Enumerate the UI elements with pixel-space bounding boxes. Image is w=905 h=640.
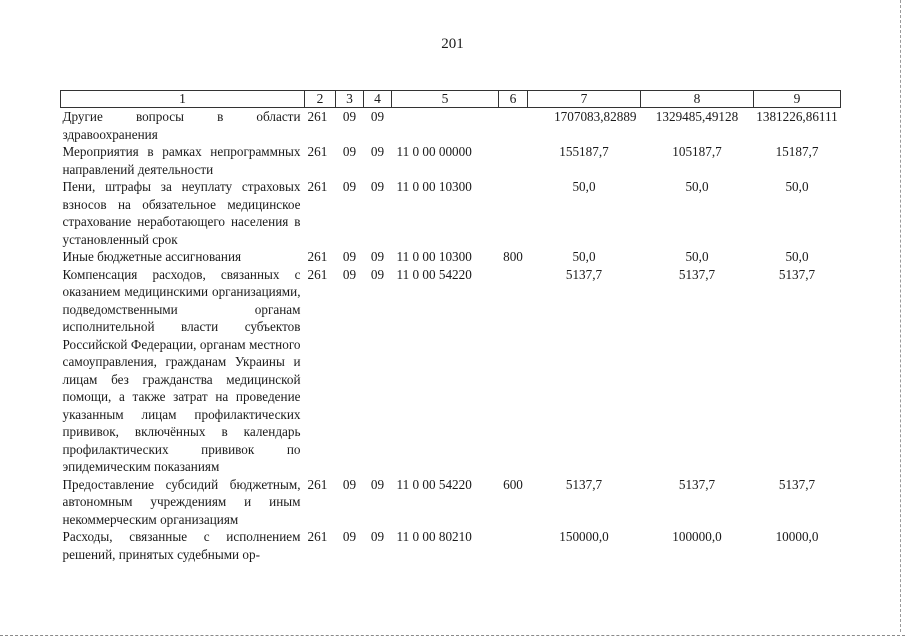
cell-csr: 11 0 00 54220 — [396, 266, 472, 282]
cell-year2: 50,0 — [685, 249, 709, 264]
row-name: Предоставление субсидий бюджетным, автономным учреждениям и иным некоммерческим организациям — [62, 476, 301, 527]
cell-year3: 10000,0 — [775, 529, 819, 544]
cell-ved: 261 — [307, 529, 328, 544]
header-cell: 6 — [499, 91, 528, 108]
cell-ved: 261 — [307, 266, 328, 282]
row-name: Другие вопросы в области здравоохранения — [62, 109, 301, 142]
cell-year2: 5137,7 — [678, 476, 716, 492]
cell-vr — [499, 266, 528, 476]
header-row — [61, 91, 841, 108]
header-cell: 9 — [754, 91, 841, 108]
row-name: Мероприятия в рамках непрограммных направлений деятельности — [62, 144, 301, 177]
cell-vr: 800 — [503, 249, 523, 264]
cell-pr: 09 — [370, 249, 385, 264]
cell-rz: 09 — [342, 266, 357, 282]
cell-year3: 50,0 — [785, 179, 809, 194]
cell-csr: 11 0 00 00000 — [396, 144, 472, 159]
cell-rz: 09 — [342, 179, 357, 194]
cell-year1: 5137,7 — [565, 476, 603, 492]
cell-year2: 100000,0 — [672, 529, 722, 544]
table-row — [61, 266, 841, 476]
cell-vr — [499, 108, 528, 144]
cell-year1: 50,0 — [572, 249, 596, 264]
header-cell: 4 — [364, 91, 392, 108]
table-row — [61, 178, 841, 248]
cell-pr: 09 — [370, 266, 385, 282]
table-row — [61, 476, 841, 529]
cell-year3: 15187,7 — [775, 144, 819, 159]
header-cell: 5 — [392, 91, 499, 108]
cell-year2: 5137,7 — [678, 266, 716, 282]
cell-year1: 150000,0 — [559, 529, 609, 544]
header-cell: 1 — [61, 91, 305, 108]
cell-pr: 09 — [370, 144, 385, 159]
cell-year3: 5137,7 — [778, 266, 816, 282]
header-cell: 7 — [528, 91, 641, 108]
cell-year3: 1381226,86111 — [756, 109, 838, 124]
table-row — [61, 248, 841, 266]
cell-rz: 09 — [342, 109, 357, 124]
row-name: Иные бюджетные ассигнования — [62, 249, 242, 264]
cell-rz: 09 — [342, 476, 357, 492]
cell-year2: 1329485,49128 — [655, 109, 739, 124]
cell-csr: 11 0 00 54220 — [396, 476, 472, 492]
cell-csr — [392, 108, 499, 144]
cell-year1: 155187,7 — [559, 144, 609, 159]
page-number: 201 — [441, 36, 464, 52]
table-row — [61, 143, 841, 178]
cell-vr — [499, 143, 528, 178]
cell-csr: 11 0 00 80210 — [396, 529, 472, 544]
cell-ved: 261 — [307, 476, 328, 492]
header-cell: 2 — [305, 91, 336, 108]
cell-vr — [499, 528, 528, 563]
row-name: Компенсация расходов, связанных с оказанием медицинскими организациями, подведомственными органам исполнительной власти субъектов Российской Федерации, органам местного самоуправления, гражданам Украины и лицам без гражданства медицинской помощи, а также затрат на проведение указанным лицам профилактических прививок, включённых в календарь профилактических прививок по эпидемическим показаниям — [62, 266, 301, 474]
cell-rz: 09 — [342, 144, 357, 159]
page-edge-bottom — [0, 635, 905, 636]
cell-csr: 11 0 00 10300 — [396, 179, 472, 194]
cell-year2: 50,0 — [685, 179, 709, 194]
cell-year3: 5137,7 — [778, 476, 816, 492]
cell-pr: 09 — [370, 179, 385, 194]
cell-year1: 5137,7 — [565, 266, 603, 282]
header-cell: 8 — [641, 91, 754, 108]
cell-vr: 600 — [503, 476, 523, 492]
cell-ved: 261 — [307, 144, 328, 159]
cell-year2: 105187,7 — [672, 144, 722, 159]
cell-pr: 09 — [370, 529, 385, 544]
row-name: Пени, штрафы за неуплату страховых взносов на обязательное медицинское страхование неработающего населения в установленный срок — [62, 179, 301, 247]
cell-year3: 50,0 — [785, 249, 809, 264]
budget-table — [60, 90, 841, 563]
cell-pr: 09 — [370, 476, 385, 492]
cell-pr: 09 — [370, 109, 385, 124]
cell-rz: 09 — [342, 249, 357, 264]
page-edge-right — [900, 0, 901, 632]
row-name: Расходы, связанные с исполнением решений, принятых судебными ор- — [62, 529, 301, 562]
table-row — [61, 108, 841, 144]
table-row — [61, 528, 841, 563]
cell-ved: 261 — [307, 179, 328, 194]
cell-year1: 50,0 — [572, 179, 596, 194]
cell-vr — [499, 178, 528, 248]
cell-csr: 11 0 00 10300 — [396, 249, 472, 264]
cell-rz: 09 — [342, 529, 357, 544]
cell-ved: 261 — [307, 249, 328, 264]
header-cell: 3 — [336, 91, 364, 108]
cell-ved: 261 — [307, 109, 328, 124]
cell-year1: 1707083,82889 — [554, 109, 637, 124]
